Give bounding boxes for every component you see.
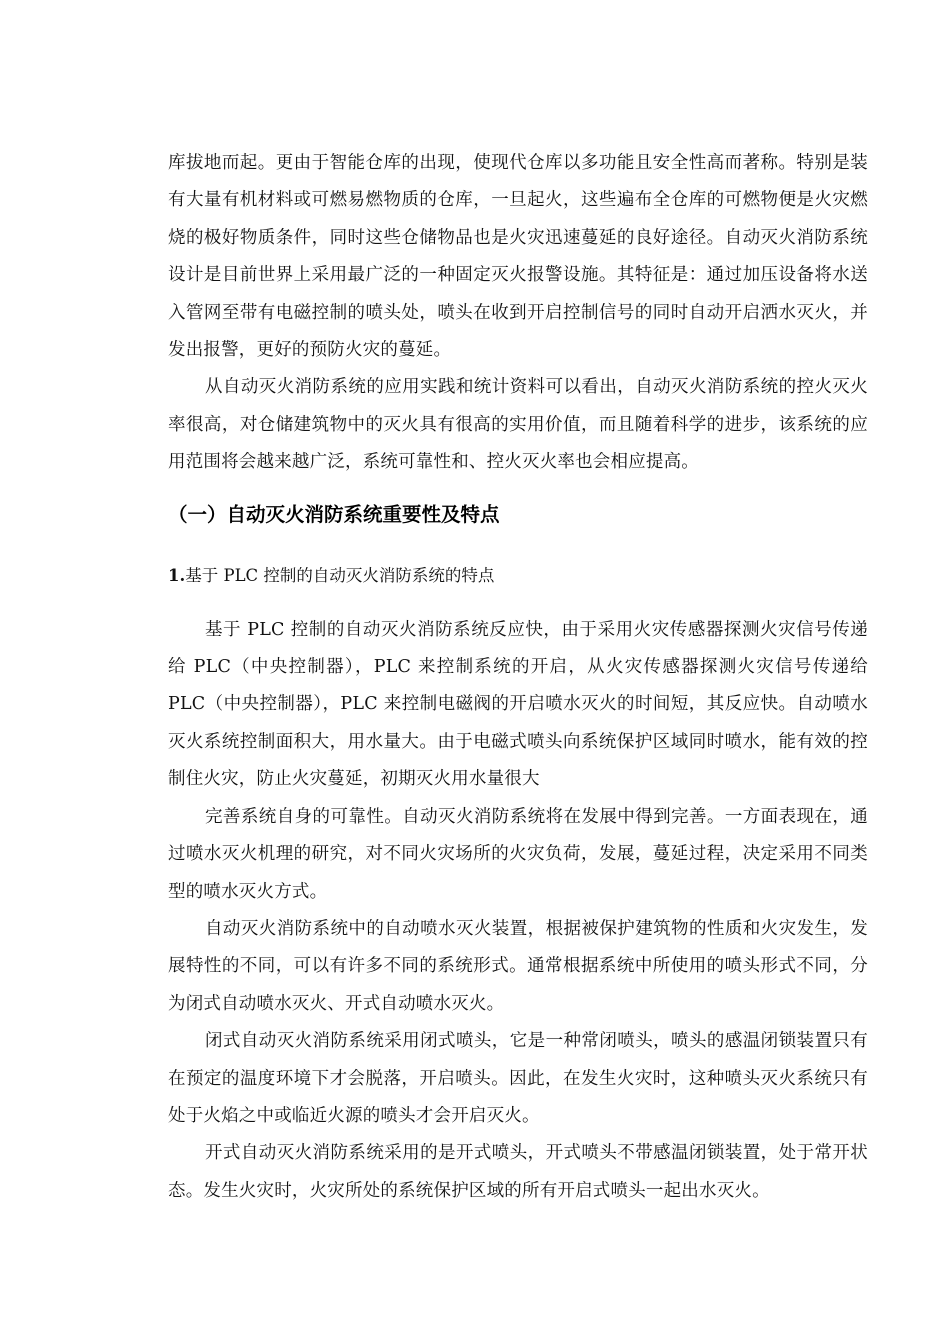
paragraph: 闭式自动灭火消防系统采用闭式喷头，它是一种常闭喷头，喷头的感温闭锁装置只有在预定的温度环境下才会脱落，开启喷头。因此，在发生火灾时，这种喷头灭火系统只有处于火焰之中或临近火源的喷头才会开启灭火。 <box>168 1031 868 1126</box>
document-body <box>168 145 868 1210</box>
paragraph: 开式自动灭火消防系统采用的是开式喷头，开式喷头不带感温闭锁装置，处于常开状态。发生火灾时，火灾所处的系统保护区域的所有开启式喷头一起出水灭火。 <box>168 1143 868 1201</box>
paragraph-continuation: 库拔地而起。更由于智能仓库的出现，使现代仓库以多功能且安全性高而著称。特别是装有大量有机材料或可燃易燃物质的仓库，一旦起火，这些遍布全仓库的可燃物便是火灾燃烧的极好物质条件，同时这些仓储物品也是火灾迅速蔓延的良好途径。自动灭火消防系统设计是目前世界上采用最广泛的一种固定灭火报警设施。其特征是：通过加压设备将水送入管网至带有电磁控制的喷头处，喷头在收到开启控制信号的同时自动开启洒水灭火，并发出报警，更好的预防火灾的蔓延。 <box>168 153 868 361</box>
subsection-number: 1. <box>168 565 186 585</box>
subsection-title: 基于 PLC 控制的自动灭火消防系统的特点 <box>185 565 495 585</box>
paragraph: 基于 PLC 控制的自动灭火消防系统反应快，由于采用火灾传感器探测火灾信号传递给 PLC（中央控制器），PLC 来控制系统的开启，从火灾传感器探测火灾信号传递给 PLC（中央控制器），PLC 来控制电磁阀的开启喷水灭火的时间短，其反应快。自动喷水灭火系统控制面积大，用水量大。由于电磁式喷头向系统保护区域同时喷水，能有效的控制住火灾，防止火灾蔓延，初期灭火用水量很大 <box>168 619 868 790</box>
section-heading: （一）自动灭火消防系统重要性及特点 <box>168 502 500 526</box>
paragraph: 完善系统自身的可靠性。自动灭火消防系统将在发展中得到完善。一方面表现在，通过喷水灭火机理的研究，对不同火灾场所的火灾负荷，发展，蔓延过程，决定采用不同类型的喷水灭火方式。 <box>168 806 868 902</box>
paragraph: 自动灭火消防系统中的自动喷水灭火装置，根据被保护建筑物的性质和火灾发生，发展特性的不同，可以有许多不同的系统形式。通常根据系统中所使用的喷头形式不同，分为闭式自动喷水灭火、开式自动喷水灭火。 <box>168 918 868 1014</box>
subsection-heading <box>168 559 868 593</box>
paragraph: 从自动灭火消防系统的应用实践和统计资料可以看出，自动灭火消防系统的控火灭火率很高，对仓储建筑物中的灭火具有很高的实用价值，而且随着科学的进步，该系统的应用范围将会越来越广泛，系统可靠性和、控火灭火率也会相应提高。 <box>168 377 868 473</box>
